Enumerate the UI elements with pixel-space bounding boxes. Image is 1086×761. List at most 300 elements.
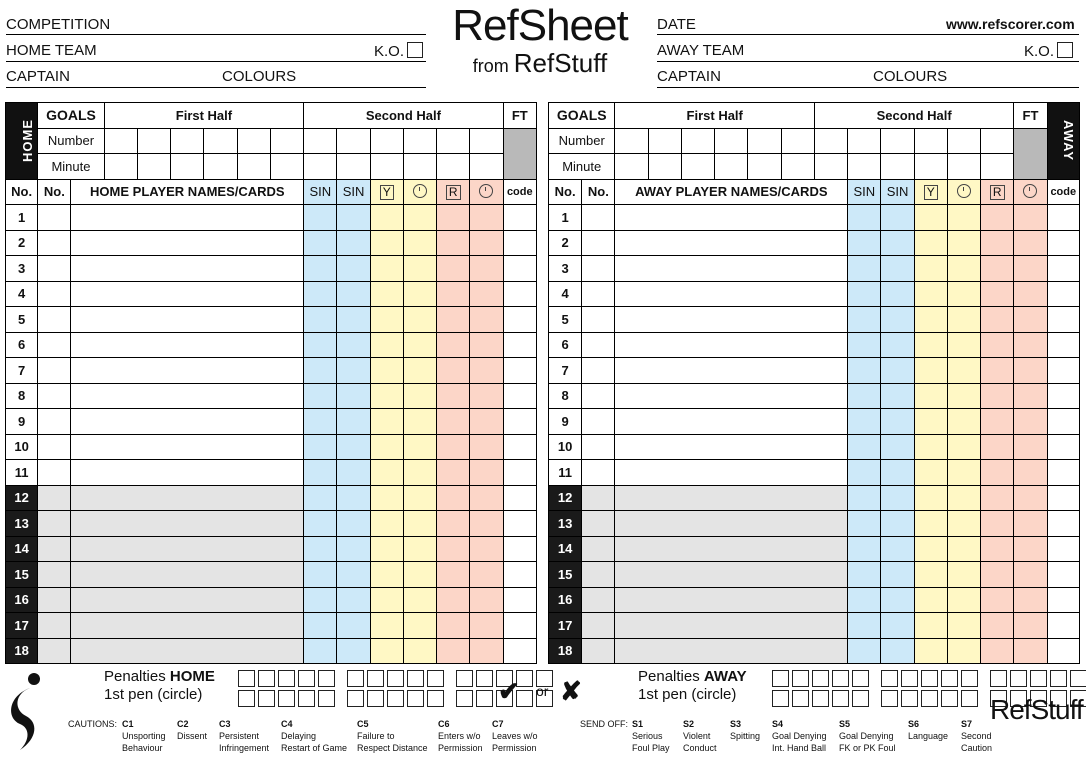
away-shirt-number-cell[interactable] <box>582 485 615 511</box>
penalty-box[interactable] <box>961 670 978 687</box>
home-goal-number-cell[interactable] <box>204 128 237 154</box>
away-yellow-time-cell[interactable] <box>947 230 980 256</box>
home-shirt-number-cell[interactable] <box>38 256 71 282</box>
away-goal-number-cell[interactable] <box>648 128 681 154</box>
away-red-time-cell[interactable] <box>1014 358 1047 384</box>
home-goal-minute-cell[interactable] <box>171 154 204 180</box>
home-sin-cell[interactable] <box>337 613 370 639</box>
away-code-cell[interactable] <box>1047 307 1079 333</box>
away-sin-cell[interactable] <box>848 511 881 537</box>
away-sin-cell[interactable] <box>848 230 881 256</box>
away-yellow-card-cell[interactable] <box>914 562 947 588</box>
home-goal-number-cell[interactable] <box>237 128 270 154</box>
away-shirt-number-cell[interactable] <box>582 409 615 435</box>
home-sin-cell[interactable] <box>304 358 337 384</box>
penalty-box[interactable] <box>812 670 829 687</box>
home-yellow-time-cell[interactable] <box>403 511 436 537</box>
away-goal-minute-cell[interactable] <box>981 154 1014 180</box>
home-sin-cell[interactable] <box>304 587 337 613</box>
away-red-card-cell[interactable] <box>981 434 1014 460</box>
home-yellow-card-cell[interactable] <box>370 638 403 664</box>
away-yellow-card-cell[interactable] <box>914 205 947 231</box>
home-shirt-number-cell[interactable] <box>38 409 71 435</box>
home-shirt-number-cell[interactable] <box>38 307 71 333</box>
home-shirt-number-cell[interactable] <box>38 638 71 664</box>
away-shirt-number-cell[interactable] <box>582 281 615 307</box>
home-sin-cell[interactable] <box>304 256 337 282</box>
away-sin-cell[interactable] <box>881 562 914 588</box>
home-goal-number-cell[interactable] <box>104 128 137 154</box>
away-red-time-cell[interactable] <box>1014 460 1047 486</box>
home-sin-cell[interactable] <box>337 562 370 588</box>
home-sin-cell[interactable] <box>337 460 370 486</box>
away-sin-cell[interactable] <box>881 485 914 511</box>
home-goal-number-cell[interactable] <box>437 128 470 154</box>
away-shirt-number-cell[interactable] <box>582 460 615 486</box>
away-sin-cell[interactable] <box>881 511 914 537</box>
home-goal-number-cell[interactable] <box>370 128 403 154</box>
away-sin-cell[interactable] <box>848 562 881 588</box>
away-shirt-number-cell[interactable] <box>582 358 615 384</box>
home-player-name-cell[interactable] <box>71 409 304 435</box>
home-shirt-number-cell[interactable] <box>38 281 71 307</box>
home-yellow-time-cell[interactable] <box>403 256 436 282</box>
away-shirt-number-cell[interactable] <box>582 205 615 231</box>
home-captain-line[interactable] <box>6 87 426 88</box>
home-goal-minute-cell[interactable] <box>470 154 503 180</box>
away-red-card-cell[interactable] <box>981 511 1014 537</box>
away-shirt-number-cell[interactable] <box>582 613 615 639</box>
away-player-name-cell[interactable] <box>615 434 848 460</box>
away-red-card-cell[interactable] <box>981 205 1014 231</box>
away-red-time-cell[interactable] <box>1014 511 1047 537</box>
home-goal-number-cell[interactable] <box>137 128 170 154</box>
home-red-card-cell[interactable] <box>437 562 470 588</box>
away-goal-minute-cell[interactable] <box>881 154 914 180</box>
home-goal-number-cell[interactable] <box>171 128 204 154</box>
away-shirt-number-cell[interactable] <box>582 536 615 562</box>
home-player-name-cell[interactable] <box>71 383 304 409</box>
away-yellow-time-cell[interactable] <box>947 638 980 664</box>
penalty-box[interactable] <box>456 690 473 707</box>
home-red-time-cell[interactable] <box>470 205 503 231</box>
home-player-name-cell[interactable] <box>71 638 304 664</box>
home-yellow-card-cell[interactable] <box>370 485 403 511</box>
away-sin-cell[interactable] <box>881 409 914 435</box>
away-yellow-card-cell[interactable] <box>914 638 947 664</box>
away-yellow-card-cell[interactable] <box>914 230 947 256</box>
away-red-time-cell[interactable] <box>1014 434 1047 460</box>
home-sin-cell[interactable] <box>337 205 370 231</box>
away-sin-cell[interactable] <box>881 358 914 384</box>
home-sin-cell[interactable] <box>304 409 337 435</box>
home-player-name-cell[interactable] <box>71 205 304 231</box>
home-yellow-card-cell[interactable] <box>370 434 403 460</box>
away-code-cell[interactable] <box>1047 383 1079 409</box>
home-yellow-card-cell[interactable] <box>370 332 403 358</box>
home-code-cell[interactable] <box>503 358 536 384</box>
home-shirt-number-cell[interactable] <box>38 434 71 460</box>
away-player-name-cell[interactable] <box>615 358 848 384</box>
away-yellow-card-cell[interactable] <box>914 281 947 307</box>
home-code-cell[interactable] <box>503 383 536 409</box>
away-player-name-cell[interactable] <box>615 511 848 537</box>
away-goal-minute-cell[interactable] <box>615 154 648 180</box>
away-sin-cell[interactable] <box>881 587 914 613</box>
penalty-box[interactable] <box>921 670 938 687</box>
home-code-cell[interactable] <box>503 256 536 282</box>
home-player-name-cell[interactable] <box>71 562 304 588</box>
home-code-cell[interactable] <box>503 332 536 358</box>
home-goal-number-cell[interactable] <box>337 128 370 154</box>
away-goal-number-cell[interactable] <box>914 128 947 154</box>
home-red-time-cell[interactable] <box>470 230 503 256</box>
away-sin-cell[interactable] <box>881 434 914 460</box>
away-code-cell[interactable] <box>1047 587 1079 613</box>
home-code-cell[interactable] <box>503 562 536 588</box>
away-shirt-number-cell[interactable] <box>582 307 615 333</box>
penalty-box[interactable] <box>476 690 493 707</box>
home-player-name-cell[interactable] <box>71 358 304 384</box>
away-sin-cell[interactable] <box>881 205 914 231</box>
home-red-card-cell[interactable] <box>437 332 470 358</box>
home-player-name-cell[interactable] <box>71 307 304 333</box>
away-shirt-number-cell[interactable] <box>582 434 615 460</box>
away-yellow-card-cell[interactable] <box>914 485 947 511</box>
away-goal-minute-cell[interactable] <box>681 154 714 180</box>
home-yellow-time-cell[interactable] <box>403 409 436 435</box>
home-ko-box[interactable] <box>407 42 423 58</box>
away-red-card-cell[interactable] <box>981 536 1014 562</box>
penalty-box[interactable] <box>258 670 275 687</box>
away-code-cell[interactable] <box>1047 256 1079 282</box>
away-yellow-time-cell[interactable] <box>947 383 980 409</box>
home-sin-cell[interactable] <box>304 281 337 307</box>
away-red-card-cell[interactable] <box>981 638 1014 664</box>
home-red-time-cell[interactable] <box>470 256 503 282</box>
home-sin-cell[interactable] <box>337 536 370 562</box>
home-shirt-number-cell[interactable] <box>38 485 71 511</box>
away-red-time-cell[interactable] <box>1014 205 1047 231</box>
home-yellow-card-cell[interactable] <box>370 383 403 409</box>
home-yellow-card-cell[interactable] <box>370 230 403 256</box>
penalty-box[interactable] <box>407 690 424 707</box>
home-red-card-cell[interactable] <box>437 358 470 384</box>
home-goal-number-cell[interactable] <box>403 128 436 154</box>
home-yellow-card-cell[interactable] <box>370 536 403 562</box>
home-yellow-card-cell[interactable] <box>370 205 403 231</box>
penalty-box[interactable] <box>901 690 918 707</box>
away-player-name-cell[interactable] <box>615 205 848 231</box>
penalty-box[interactable] <box>812 690 829 707</box>
home-sin-cell[interactable] <box>337 409 370 435</box>
home-goal-minute-cell[interactable] <box>104 154 137 180</box>
home-red-card-cell[interactable] <box>437 587 470 613</box>
home-sin-cell[interactable] <box>337 230 370 256</box>
home-player-name-cell[interactable] <box>71 536 304 562</box>
away-code-cell[interactable] <box>1047 638 1079 664</box>
penalty-box[interactable] <box>456 670 473 687</box>
home-sin-cell[interactable] <box>304 536 337 562</box>
penalty-box[interactable] <box>278 670 295 687</box>
home-code-cell[interactable] <box>503 485 536 511</box>
home-red-time-cell[interactable] <box>470 536 503 562</box>
home-goal-number-cell[interactable] <box>304 128 337 154</box>
home-red-time-cell[interactable] <box>470 434 503 460</box>
home-yellow-card-cell[interactable] <box>370 460 403 486</box>
away-yellow-time-cell[interactable] <box>947 460 980 486</box>
away-sin-cell[interactable] <box>848 587 881 613</box>
away-code-cell[interactable] <box>1047 332 1079 358</box>
away-shirt-number-cell[interactable] <box>582 256 615 282</box>
home-red-card-cell[interactable] <box>437 307 470 333</box>
home-goal-minute-cell[interactable] <box>204 154 237 180</box>
away-shirt-number-cell[interactable] <box>582 511 615 537</box>
away-goal-minute-cell[interactable] <box>715 154 748 180</box>
home-yellow-card-cell[interactable] <box>370 256 403 282</box>
home-sin-cell[interactable] <box>304 613 337 639</box>
home-code-cell[interactable] <box>503 281 536 307</box>
away-goal-number-cell[interactable] <box>681 128 714 154</box>
home-code-cell[interactable] <box>503 409 536 435</box>
away-red-time-cell[interactable] <box>1014 409 1047 435</box>
home-yellow-time-cell[interactable] <box>403 383 436 409</box>
home-sin-cell[interactable] <box>337 587 370 613</box>
home-goal-minute-cell[interactable] <box>337 154 370 180</box>
away-yellow-card-cell[interactable] <box>914 536 947 562</box>
away-sin-cell[interactable] <box>848 485 881 511</box>
home-shirt-number-cell[interactable] <box>38 205 71 231</box>
home-sin-cell[interactable] <box>337 281 370 307</box>
away-code-cell[interactable] <box>1047 409 1079 435</box>
away-yellow-time-cell[interactable] <box>947 307 980 333</box>
penalty-box[interactable] <box>367 690 384 707</box>
home-red-card-cell[interactable] <box>437 256 470 282</box>
away-player-name-cell[interactable] <box>615 638 848 664</box>
home-red-time-cell[interactable] <box>470 587 503 613</box>
penalty-box[interactable] <box>318 670 335 687</box>
penalty-box[interactable] <box>298 690 315 707</box>
away-yellow-card-cell[interactable] <box>914 434 947 460</box>
penalty-box[interactable] <box>476 670 493 687</box>
penalty-box[interactable] <box>387 670 404 687</box>
away-red-card-cell[interactable] <box>981 409 1014 435</box>
home-player-name-cell[interactable] <box>71 511 304 537</box>
home-red-time-cell[interactable] <box>470 332 503 358</box>
home-red-card-cell[interactable] <box>437 434 470 460</box>
home-sin-cell[interactable] <box>337 485 370 511</box>
away-sin-cell[interactable] <box>848 307 881 333</box>
away-goal-number-cell[interactable] <box>781 128 814 154</box>
home-goal-minute-cell[interactable] <box>437 154 470 180</box>
home-sin-cell[interactable] <box>304 460 337 486</box>
home-player-name-cell[interactable] <box>71 434 304 460</box>
home-shirt-number-cell[interactable] <box>38 460 71 486</box>
away-sin-cell[interactable] <box>881 536 914 562</box>
away-red-time-cell[interactable] <box>1014 638 1047 664</box>
home-yellow-time-cell[interactable] <box>403 562 436 588</box>
home-red-card-cell[interactable] <box>437 638 470 664</box>
away-sin-cell[interactable] <box>848 256 881 282</box>
away-red-time-cell[interactable] <box>1014 562 1047 588</box>
penalty-box[interactable] <box>881 690 898 707</box>
away-yellow-card-cell[interactable] <box>914 358 947 384</box>
home-red-card-cell[interactable] <box>437 409 470 435</box>
penalty-box[interactable] <box>298 670 315 687</box>
away-yellow-card-cell[interactable] <box>914 256 947 282</box>
home-yellow-time-cell[interactable] <box>403 638 436 664</box>
away-red-card-cell[interactable] <box>981 587 1014 613</box>
away-red-card-cell[interactable] <box>981 230 1014 256</box>
home-team-line[interactable] <box>6 61 426 62</box>
away-red-time-cell[interactable] <box>1014 613 1047 639</box>
away-sin-cell[interactable] <box>881 256 914 282</box>
home-red-card-cell[interactable] <box>437 511 470 537</box>
home-sin-cell[interactable] <box>337 638 370 664</box>
away-player-name-cell[interactable] <box>615 587 848 613</box>
home-goal-minute-cell[interactable] <box>137 154 170 180</box>
away-sin-cell[interactable] <box>848 383 881 409</box>
away-goal-number-cell[interactable] <box>881 128 914 154</box>
home-code-cell[interactable] <box>503 511 536 537</box>
away-sin-cell[interactable] <box>881 613 914 639</box>
home-yellow-card-cell[interactable] <box>370 281 403 307</box>
penalty-box[interactable] <box>961 690 978 707</box>
away-ft-cell[interactable] <box>1014 128 1047 179</box>
away-sin-cell[interactable] <box>848 205 881 231</box>
away-player-name-cell[interactable] <box>615 536 848 562</box>
away-red-time-cell[interactable] <box>1014 383 1047 409</box>
away-yellow-time-cell[interactable] <box>947 562 980 588</box>
away-sin-cell[interactable] <box>881 383 914 409</box>
home-player-name-cell[interactable] <box>71 281 304 307</box>
away-sin-cell[interactable] <box>848 434 881 460</box>
penalty-box[interactable] <box>258 690 275 707</box>
away-yellow-time-cell[interactable] <box>947 281 980 307</box>
away-goal-minute-cell[interactable] <box>648 154 681 180</box>
away-sin-cell[interactable] <box>848 332 881 358</box>
penalty-box[interactable] <box>990 670 1007 687</box>
away-red-card-cell[interactable] <box>981 485 1014 511</box>
away-yellow-card-cell[interactable] <box>914 409 947 435</box>
home-yellow-card-cell[interactable] <box>370 307 403 333</box>
home-sin-cell[interactable] <box>304 485 337 511</box>
home-red-time-cell[interactable] <box>470 562 503 588</box>
home-sin-cell[interactable] <box>337 256 370 282</box>
penalty-box[interactable] <box>318 690 335 707</box>
away-code-cell[interactable] <box>1047 511 1079 537</box>
away-red-time-cell[interactable] <box>1014 485 1047 511</box>
away-red-card-cell[interactable] <box>981 256 1014 282</box>
penalty-box[interactable] <box>832 690 849 707</box>
penalty-box[interactable] <box>407 670 424 687</box>
home-sin-cell[interactable] <box>337 332 370 358</box>
home-goal-minute-cell[interactable] <box>403 154 436 180</box>
away-red-card-cell[interactable] <box>981 358 1014 384</box>
home-yellow-time-cell[interactable] <box>403 613 436 639</box>
away-yellow-time-cell[interactable] <box>947 409 980 435</box>
away-sin-cell[interactable] <box>848 358 881 384</box>
away-sin-cell[interactable] <box>848 409 881 435</box>
away-goal-number-cell[interactable] <box>748 128 781 154</box>
home-shirt-number-cell[interactable] <box>38 511 71 537</box>
home-red-time-cell[interactable] <box>470 307 503 333</box>
home-shirt-number-cell[interactable] <box>38 383 71 409</box>
away-code-cell[interactable] <box>1047 460 1079 486</box>
away-red-time-cell[interactable] <box>1014 230 1047 256</box>
away-goal-number-cell[interactable] <box>947 128 980 154</box>
home-sin-cell[interactable] <box>304 511 337 537</box>
home-red-card-cell[interactable] <box>437 281 470 307</box>
away-sin-cell[interactable] <box>881 307 914 333</box>
away-code-cell[interactable] <box>1047 536 1079 562</box>
away-yellow-card-cell[interactable] <box>914 383 947 409</box>
home-code-cell[interactable] <box>503 638 536 664</box>
away-red-time-cell[interactable] <box>1014 256 1047 282</box>
penalty-box[interactable] <box>1070 670 1086 687</box>
home-sin-cell[interactable] <box>337 511 370 537</box>
home-red-card-cell[interactable] <box>437 460 470 486</box>
away-goal-number-cell[interactable] <box>814 128 847 154</box>
home-red-time-cell[interactable] <box>470 485 503 511</box>
away-shirt-number-cell[interactable] <box>582 638 615 664</box>
away-red-time-cell[interactable] <box>1014 587 1047 613</box>
penalty-box[interactable] <box>832 670 849 687</box>
penalty-box[interactable] <box>941 690 958 707</box>
away-sin-cell[interactable] <box>881 332 914 358</box>
away-yellow-time-cell[interactable] <box>947 332 980 358</box>
penalty-box[interactable] <box>278 690 295 707</box>
away-red-time-cell[interactable] <box>1014 307 1047 333</box>
home-shirt-number-cell[interactable] <box>38 230 71 256</box>
home-shirt-number-cell[interactable] <box>38 536 71 562</box>
home-sin-cell[interactable] <box>337 434 370 460</box>
home-yellow-card-cell[interactable] <box>370 511 403 537</box>
away-red-card-cell[interactable] <box>981 562 1014 588</box>
home-ft-cell[interactable] <box>503 128 536 179</box>
away-code-cell[interactable] <box>1047 281 1079 307</box>
penalty-box[interactable] <box>387 690 404 707</box>
away-red-card-cell[interactable] <box>981 383 1014 409</box>
home-goal-minute-cell[interactable] <box>370 154 403 180</box>
penalty-box[interactable] <box>1050 670 1067 687</box>
away-goal-number-cell[interactable] <box>715 128 748 154</box>
home-sin-cell[interactable] <box>304 383 337 409</box>
away-yellow-time-cell[interactable] <box>947 613 980 639</box>
home-red-time-cell[interactable] <box>470 613 503 639</box>
away-captain-line[interactable] <box>657 87 1079 88</box>
away-ko-box[interactable] <box>1057 42 1073 58</box>
penalty-box[interactable] <box>901 670 918 687</box>
away-yellow-card-cell[interactable] <box>914 587 947 613</box>
home-player-name-cell[interactable] <box>71 485 304 511</box>
home-player-name-cell[interactable] <box>71 460 304 486</box>
home-sin-cell[interactable] <box>304 307 337 333</box>
home-sin-cell[interactable] <box>304 434 337 460</box>
away-code-cell[interactable] <box>1047 562 1079 588</box>
away-player-name-cell[interactable] <box>615 409 848 435</box>
home-red-time-cell[interactable] <box>470 511 503 537</box>
penalty-box[interactable] <box>367 670 384 687</box>
away-goal-minute-cell[interactable] <box>781 154 814 180</box>
away-sin-cell[interactable] <box>848 281 881 307</box>
home-red-card-cell[interactable] <box>437 230 470 256</box>
home-code-cell[interactable] <box>503 434 536 460</box>
away-sin-cell[interactable] <box>848 536 881 562</box>
home-sin-cell[interactable] <box>304 638 337 664</box>
home-yellow-time-cell[interactable] <box>403 587 436 613</box>
away-yellow-time-cell[interactable] <box>947 256 980 282</box>
